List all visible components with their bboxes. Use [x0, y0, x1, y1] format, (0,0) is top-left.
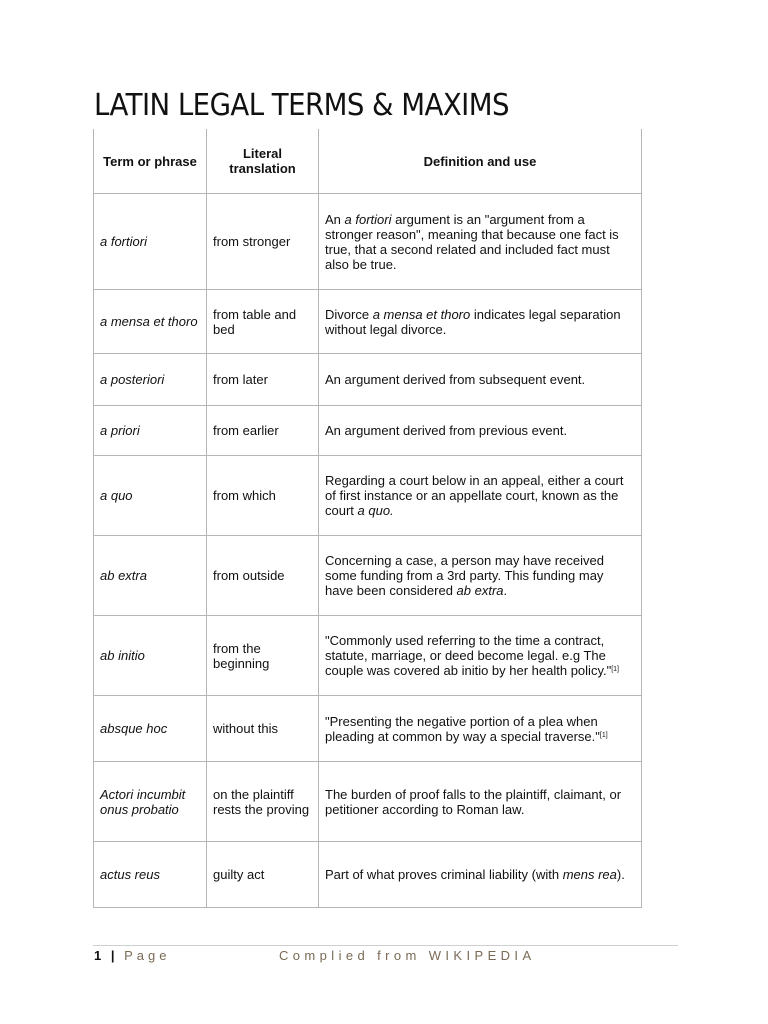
page-label: Page	[124, 948, 171, 963]
definition-cell	[319, 456, 642, 536]
table-row	[94, 194, 642, 290]
term-cell: ab initio	[94, 616, 207, 696]
definition-cell	[319, 696, 642, 762]
term-cell: a mensa et thoro	[94, 290, 207, 354]
header-term: Term or phrase	[94, 129, 207, 194]
term-cell: a posteriori	[94, 354, 207, 406]
definition-cell	[319, 616, 642, 696]
reference-marker: [1]	[611, 666, 619, 673]
table-row	[94, 354, 642, 406]
table-row	[94, 536, 642, 616]
definition-text: indicates legal separation without legal divorce.	[325, 306, 621, 337]
definition-text: ).	[616, 867, 625, 882]
terms-table	[93, 129, 642, 908]
definition-text: a quo.	[357, 503, 394, 518]
translation-cell: from stronger	[207, 194, 319, 290]
definition-cell	[319, 194, 642, 290]
definition-cell	[319, 406, 642, 456]
footer-divider	[93, 945, 678, 946]
table-row	[94, 290, 642, 354]
definition-cell	[319, 762, 642, 842]
term-cell: Actori incumbit onus probatio	[94, 762, 207, 842]
table-row	[94, 762, 642, 842]
page-title: LATIN LEGAL TERMS & MAXIMS	[94, 88, 510, 123]
page-number: 1	[94, 948, 104, 963]
terms-table-body	[94, 194, 642, 908]
definition-text: An argument derived from subsequent event.	[325, 372, 586, 387]
definition-cell	[319, 536, 642, 616]
header-translation: Literal translation	[207, 129, 319, 194]
definition-text: a fortiori	[344, 211, 392, 227]
term-cell: absque hoc	[94, 696, 207, 762]
header-definition: Definition and use	[319, 129, 642, 194]
translation-cell: guilty act	[207, 842, 319, 908]
translation-cell: from table and bed	[207, 290, 319, 354]
definition-text: argument is an "argument from a stronger reason", meaning that because one fact is true, that a second related and included fact must also be true.	[325, 211, 619, 272]
definition-text: mens rea	[562, 867, 617, 882]
definition-text: Concerning a case, a person may have received some funding from a 3rd party. This funding may have been considered	[325, 553, 604, 598]
definition-text: ab extra	[456, 583, 504, 598]
definition-cell	[319, 290, 642, 354]
translation-cell: without this	[207, 696, 319, 762]
term-cell: a priori	[94, 406, 207, 456]
translation-cell: from which	[207, 456, 319, 536]
definition-text: An	[325, 211, 345, 227]
table-row	[94, 406, 642, 456]
translation-cell: from earlier	[207, 406, 319, 456]
definition-text: Divorce	[325, 306, 373, 322]
table-header-row	[94, 129, 642, 194]
term-cell: ab extra	[94, 536, 207, 616]
translation-cell: from the beginning	[207, 616, 319, 696]
definition-text: .	[503, 583, 508, 598]
footer-credit: Complied from WIKIPEDIA	[279, 948, 536, 963]
translation-cell: from outside	[207, 536, 319, 616]
definition-text: An argument derived from previous event.	[325, 423, 568, 438]
table-row	[94, 842, 642, 908]
reference-marker: [1]	[599, 731, 608, 739]
table-row	[94, 696, 642, 762]
definition-text: a mensa et thoro	[372, 306, 471, 322]
footer-page-number	[94, 948, 171, 963]
translation-cell: from later	[207, 354, 319, 406]
definition-cell	[319, 354, 642, 406]
term-cell: a fortiori	[94, 194, 207, 290]
table-row	[94, 456, 642, 536]
table-row	[94, 616, 642, 696]
term-cell: actus reus	[94, 842, 207, 908]
definition-text: Regarding a court below in an appeal, either a court of first instance or an appellate court, known as the court	[325, 473, 624, 518]
definition-text: Part of what proves criminal liability (with	[325, 867, 563, 882]
term-cell: a quo	[94, 456, 207, 536]
definition-text: The burden of proof falls to the plaintiff, claimant, or petitioner according to Roman law.	[325, 786, 622, 817]
definition-text: "Presenting the negative portion of a plea when pleading at common by way a special traverse."	[325, 713, 600, 744]
definition-text: "Commonly used referring to the time a contract, statute, marriage, or deed become legal. e.g The couple was covered ab initio by her health policy."	[325, 633, 612, 678]
footer-separator: |	[110, 948, 117, 963]
translation-cell: on the plaintiff rests the proving	[207, 762, 319, 842]
definition-cell	[319, 842, 642, 908]
